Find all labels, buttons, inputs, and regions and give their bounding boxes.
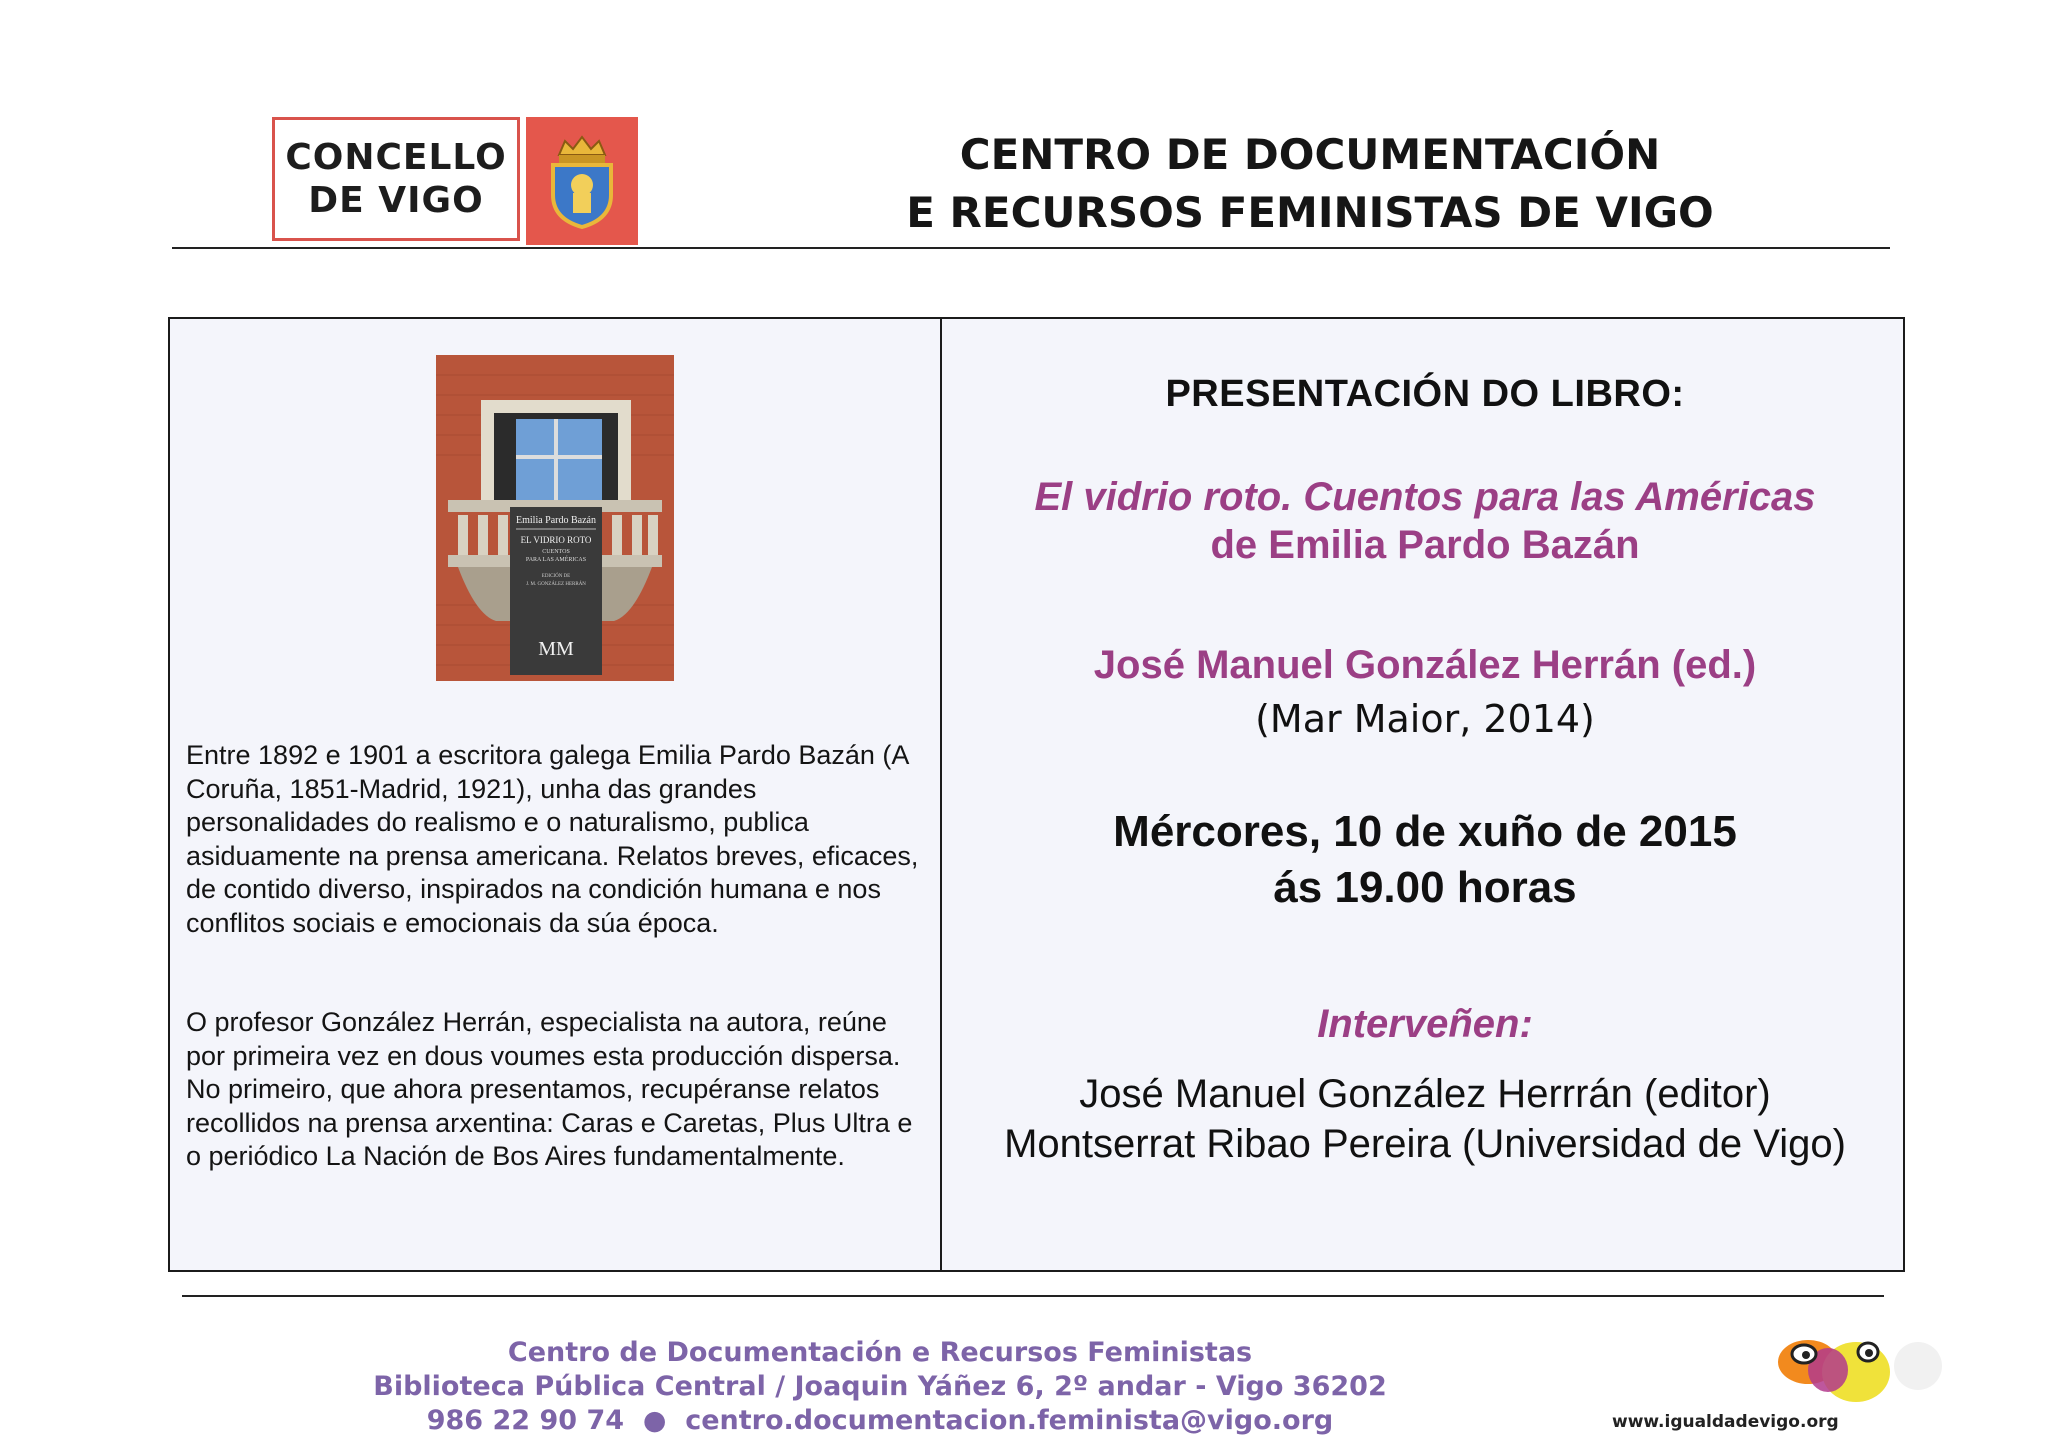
speaker-1: José Manuel González Herrrán (editor) <box>1079 1072 1771 1116</box>
event-time: ás 19.00 horas <box>1273 863 1577 912</box>
concello-line-2: DE VIGO <box>308 180 484 221</box>
cover-publisher-mark: MM <box>538 638 574 660</box>
column-divider <box>940 317 942 1272</box>
cover-editor: J. M. GONZÁLEZ HERRÁN <box>526 582 586 587</box>
footer-contact <box>300 1404 1460 1438</box>
website-link[interactable]: www.igualdadevigo.org <box>1612 1412 1839 1432</box>
centro-title <box>900 126 1720 242</box>
presentation-heading: PRESENTACIÓN DO LIBRO: <box>1165 373 1685 415</box>
cover-title: EL VIDRIO ROTO <box>520 535 592 545</box>
book-author: de Emilia Pardo Bazán <box>1210 523 1640 567</box>
coat-of-arms-icon <box>547 133 617 229</box>
editor-name: José Manuel González Herrán (ed.) <box>1093 643 1757 687</box>
header-divider <box>172 247 1890 249</box>
igualdade-logo <box>1770 1330 1946 1410</box>
book-title: El vidrio roto. Cuentos para las Américas <box>1034 475 1816 519</box>
speaker-2: Montserrat Ribao Pereira (Universidad de Vigo) <box>1004 1122 1846 1166</box>
description-paragraph-1 <box>186 739 926 940</box>
cover-subtitle-1: CUENTOS <box>542 549 570 555</box>
footer-address: Biblioteca Pública Central / Joaquin Yáñez 6, 2º andar - Vigo 36202 <box>373 1371 1387 1402</box>
speakers-heading: Interveñen: <box>1317 1002 1533 1046</box>
centro-title-line-1: CENTRO DE DOCUMENTACIÓN <box>959 130 1661 179</box>
concello-line-1: CONCELLO <box>285 137 507 178</box>
footer-phone: 986 22 90 74 <box>426 1405 625 1436</box>
eyes-logo-icon <box>1770 1330 1946 1410</box>
footer-email[interactable]: centro.documentacion.feminista@vigo.org <box>685 1405 1334 1436</box>
description-paragraph-2 <box>186 1006 926 1174</box>
bullet-separator: ● <box>633 1405 676 1436</box>
footer-org-name: Centro de Documentación e Recursos Feministas <box>507 1337 1253 1368</box>
book-cover-image <box>436 355 674 681</box>
cover-edition-label: EDICIÓN DE <box>541 574 571 579</box>
cover-author: Emilia Pardo Bazán <box>516 515 596 526</box>
footer-divider <box>182 1295 1884 1297</box>
publisher-year: (Mar Maior, 2014) <box>1255 697 1595 741</box>
concello-logo-text <box>272 117 520 241</box>
vigo-crest-logo <box>526 117 638 245</box>
event-date: Mércores, 10 de xuño de 2015 <box>1113 807 1737 856</box>
description-text-1: Entre 1892 e 1901 a escritora galega Emilia Pardo Bazán (A Coruña, 1851-Madrid, 1921), unha das grandes personalidades do realismo e o naturalismo, publica asiduamente na prensa americana. Relatos breves, eficaces, de contido diverso, inspirados na condición humana e nos conflitos sociais e emocionais da súa época. <box>186 740 919 938</box>
cover-subtitle-2: PARA LAS AMÉRICAS <box>525 557 587 563</box>
centro-title-line-2: E RECURSOS FEMINISTAS DE VIGO <box>906 188 1714 237</box>
description-text-2: O profesor González Herrán, especialista na autora, reúne por primeira vez en dous voumes esta producción dispersa. No primeiro, que ahora presentamos, recupéranse relatos recollidos na prensa arxentina: Caras e Caretas, Plus Ultra e o periódico La Nación de Bos Aires fundamentalmente. <box>186 1007 913 1171</box>
